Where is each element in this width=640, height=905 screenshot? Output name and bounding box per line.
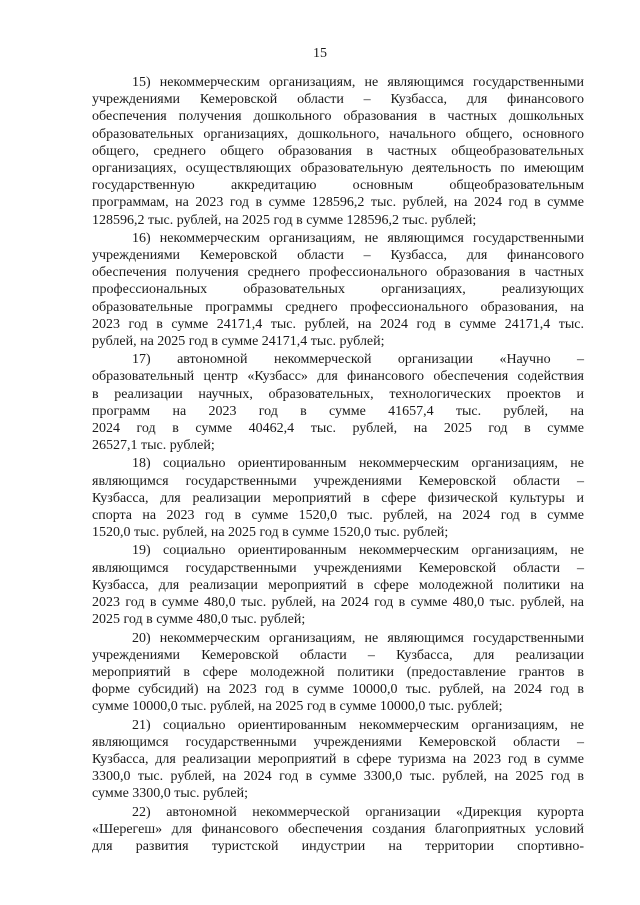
text-line: программам, на 2023 год в сумме 128596,2 тыс. рублей, на 2024 год в сумме	[92, 195, 584, 211]
text-line: 2025 год в сумме 480,0 тыс. рублей;	[92, 612, 306, 628]
text-line: мероприятий в сфере молодежной политики (предоставление грантов в	[92, 664, 584, 680]
text-line: общего, среднего общего образования в частных общеобразовательных	[92, 143, 584, 159]
text-line: государственную аккредитацию основным общеобразовательным	[92, 178, 584, 194]
text-line: спорта на 2023 год в сумме 1520,0 тыс. рублей, на 2024 год в сумме	[92, 508, 584, 524]
text-line: обеспечения получения среднего профессионального образования в частных	[92, 265, 584, 281]
text-line: 2023 год в сумме 480,0 тыс. рублей, на 2024 год в сумме 480,0 тыс. рублей, на	[92, 595, 584, 611]
text-line: образовательный центр «Кузбасс» для финансового обеспечения содействия	[92, 369, 584, 385]
text-line: Кузбасса, для реализации мероприятий в сфере туризма на 2023 год в сумме	[92, 751, 584, 767]
list-item-paragraph	[92, 74, 584, 229]
text-line: 16) некоммерческим организациям, не являющимся государственными	[132, 230, 584, 246]
text-line: 19) социально ориентированным некоммерческим организациям, не	[132, 543, 584, 559]
text-line: учреждениями Кемеровской области – Кузбасса, для реализации	[92, 647, 584, 663]
text-line: 21) социально ориентированным некоммерческим организациям, не	[132, 717, 584, 733]
text-line: 18) социально ориентированным некоммерческим организациям, не	[132, 456, 584, 472]
text-line: 17) автономной некоммерческой организации «Научно –	[132, 352, 584, 368]
text-line: 3300,0 тыс. рублей, на 2024 год в сумме 3300,0 тыс. рублей, на 2025 год в	[92, 769, 584, 785]
text-line: Кузбасса, для реализации мероприятий в сфере физической культуры и	[92, 490, 584, 506]
text-line: сумме 3300,0 тыс. рублей;	[92, 786, 249, 802]
text-line: для развития туристской индустрии на территории спортивно-	[92, 838, 584, 854]
text-line: профессиональных образовательных организациях, реализующих	[92, 282, 584, 298]
text-line: 15) некоммерческим организациям, не являющимся государственными	[132, 75, 584, 90]
text-line: в реализации научных, образовательных, технологических проектов и	[92, 386, 584, 402]
list-item-paragraph	[92, 804, 584, 856]
list-item-paragraph	[92, 630, 584, 716]
text-line: организациях, осуществляющих образовательную деятельность по имеющим	[92, 161, 584, 177]
text-line: учреждениями Кемеровской области – Кузбасса, для финансового	[92, 248, 584, 264]
list-item-paragraph	[92, 717, 584, 803]
text-line: Кузбасса, для реализации мероприятий в сфере молодежной политики на	[92, 577, 584, 593]
text-line: являющимся государственными учреждениями Кемеровской области –	[92, 734, 584, 750]
text-line: форме субсидий) на 2023 год в сумме 10000,0 тыс. рублей, на 2024 год в	[92, 682, 584, 698]
text-line: образовательные программы среднего профессионального образования, на	[92, 299, 584, 315]
page-number: 15	[313, 46, 327, 61]
list-item-paragraph	[92, 351, 584, 454]
text-line: рублей, на 2025 год в сумме 24171,4 тыс. рублей;	[92, 334, 385, 350]
text-line: обеспечения получения дошкольного образования в частных дошкольных	[92, 109, 584, 125]
document-body	[92, 74, 584, 856]
text-line: сумме 10000,0 тыс. рублей, на 2025 год в сумме 10000,0 тыс. рублей;	[92, 699, 503, 715]
text-line: 2023 год в сумме 24171,4 тыс. рублей, на 2024 год в сумме 24171,4 тыс.	[92, 316, 584, 332]
text-line: 128596,2 тыс. рублей, на 2025 год в сумме 128596,2 тыс. рублей;	[92, 212, 477, 228]
text-line: 20) некоммерческим организациям, не являющимся государственными	[132, 630, 584, 646]
text-line: 2024 год в сумме 40462,4 тыс. рублей, на 2025 год в сумме	[92, 421, 584, 437]
text-line: учреждениями Кемеровской области – Кузбасса, для финансового	[92, 92, 584, 108]
text-line: 22) автономной некоммерческой организации «Дирекция курорта	[132, 804, 584, 820]
text-line: программ на 2023 год в сумме 41657,4 тыс. рублей, на	[92, 403, 584, 419]
text-line: образовательных организациях, дошкольного, начального общего, основного	[92, 126, 584, 142]
text-line: 1520,0 тыс. рублей, на 2025 год в сумме 1520,0 тыс. рублей;	[92, 525, 449, 541]
list-item-paragraph	[92, 542, 584, 628]
text-line: являющимся государственными учреждениями Кемеровской области –	[92, 560, 584, 576]
list-item-paragraph	[92, 230, 584, 350]
text-line: 26527,1 тыс. рублей;	[92, 438, 215, 454]
text-line: «Шерегеш» для финансового обеспечения создания благоприятных условий	[92, 821, 584, 837]
text-line: являющимся государственными учреждениями Кемеровской области –	[92, 473, 584, 489]
list-item-paragraph	[92, 455, 584, 541]
